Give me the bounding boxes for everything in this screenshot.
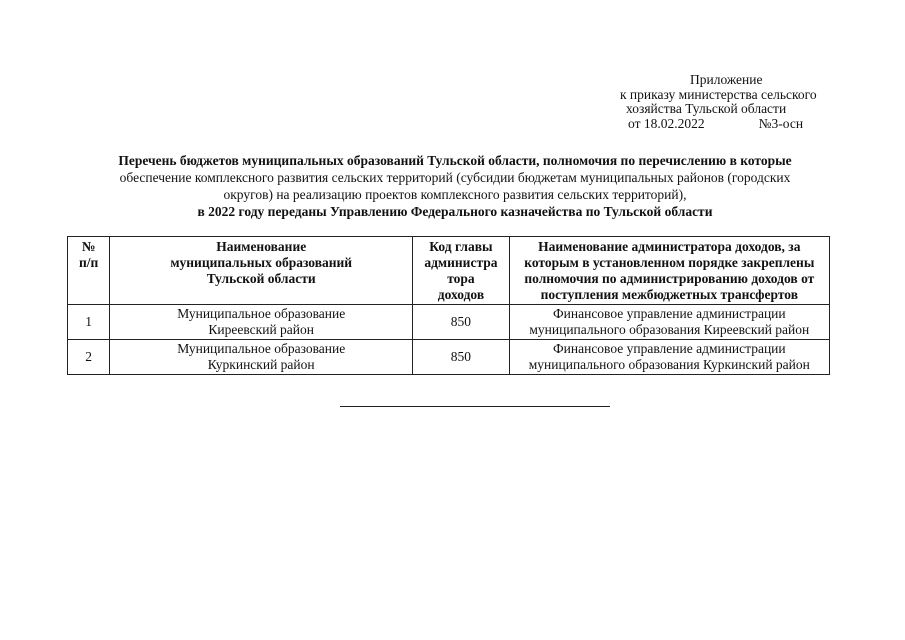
budgets-table <box>67 236 830 375</box>
document-title <box>60 152 850 220</box>
table-row <box>68 340 830 375</box>
cell-num: 1 <box>68 305 110 340</box>
appendix-order-line: к приказу министерства сельского <box>620 86 817 102</box>
header-name: Наименование муниципальных образований Тульской области <box>110 237 413 305</box>
cell-admin: Финансовое управление администрации муниципального образования Киреевский район <box>509 305 829 340</box>
title-line-1: Перечень бюджетов муниципальных образований Тульской области, полномочия по перечислению в которые <box>118 153 792 168</box>
appendix-label: Приложение <box>690 72 763 87</box>
cell-name: Муниципальное образование Куркинский район <box>110 340 413 375</box>
table-row <box>68 305 830 340</box>
end-divider <box>340 406 610 407</box>
cell-code: 850 <box>413 340 509 375</box>
appendix-header <box>590 73 890 131</box>
header-num: № п/п <box>68 237 110 305</box>
header-code: Код главы администра тора доходов <box>413 237 509 305</box>
title-line-4: в 2022 году переданы Управлению Федерального казначейства по Тульской области <box>197 204 713 219</box>
appendix-ministry-line: хозяйства Тульской области <box>626 101 787 116</box>
appendix-date-line <box>590 117 890 132</box>
order-number: №3-осн <box>758 115 804 131</box>
cell-name: Муниципальное образование Киреевский район <box>110 305 413 340</box>
cell-code: 850 <box>413 305 509 340</box>
header-admin: Наименование администратора доходов, за которым в установленном порядке закреплены полномочия по администрированию доходов от поступления межбюджетных трансфертов <box>509 237 829 305</box>
table-header-row <box>68 237 830 305</box>
title-line-2: обеспечение комплексного развития сельских территорий (субсидии бюджетам муниципальных районов (городских <box>119 170 791 185</box>
order-date: от 18.02.2022 <box>628 115 705 131</box>
cell-admin: Финансовое управление администрации муниципального образования Куркинский район <box>509 340 829 375</box>
cell-num: 2 <box>68 340 110 375</box>
title-line-3: округов) на реализацию проектов комплексного развития сельских территорий), <box>223 187 687 202</box>
